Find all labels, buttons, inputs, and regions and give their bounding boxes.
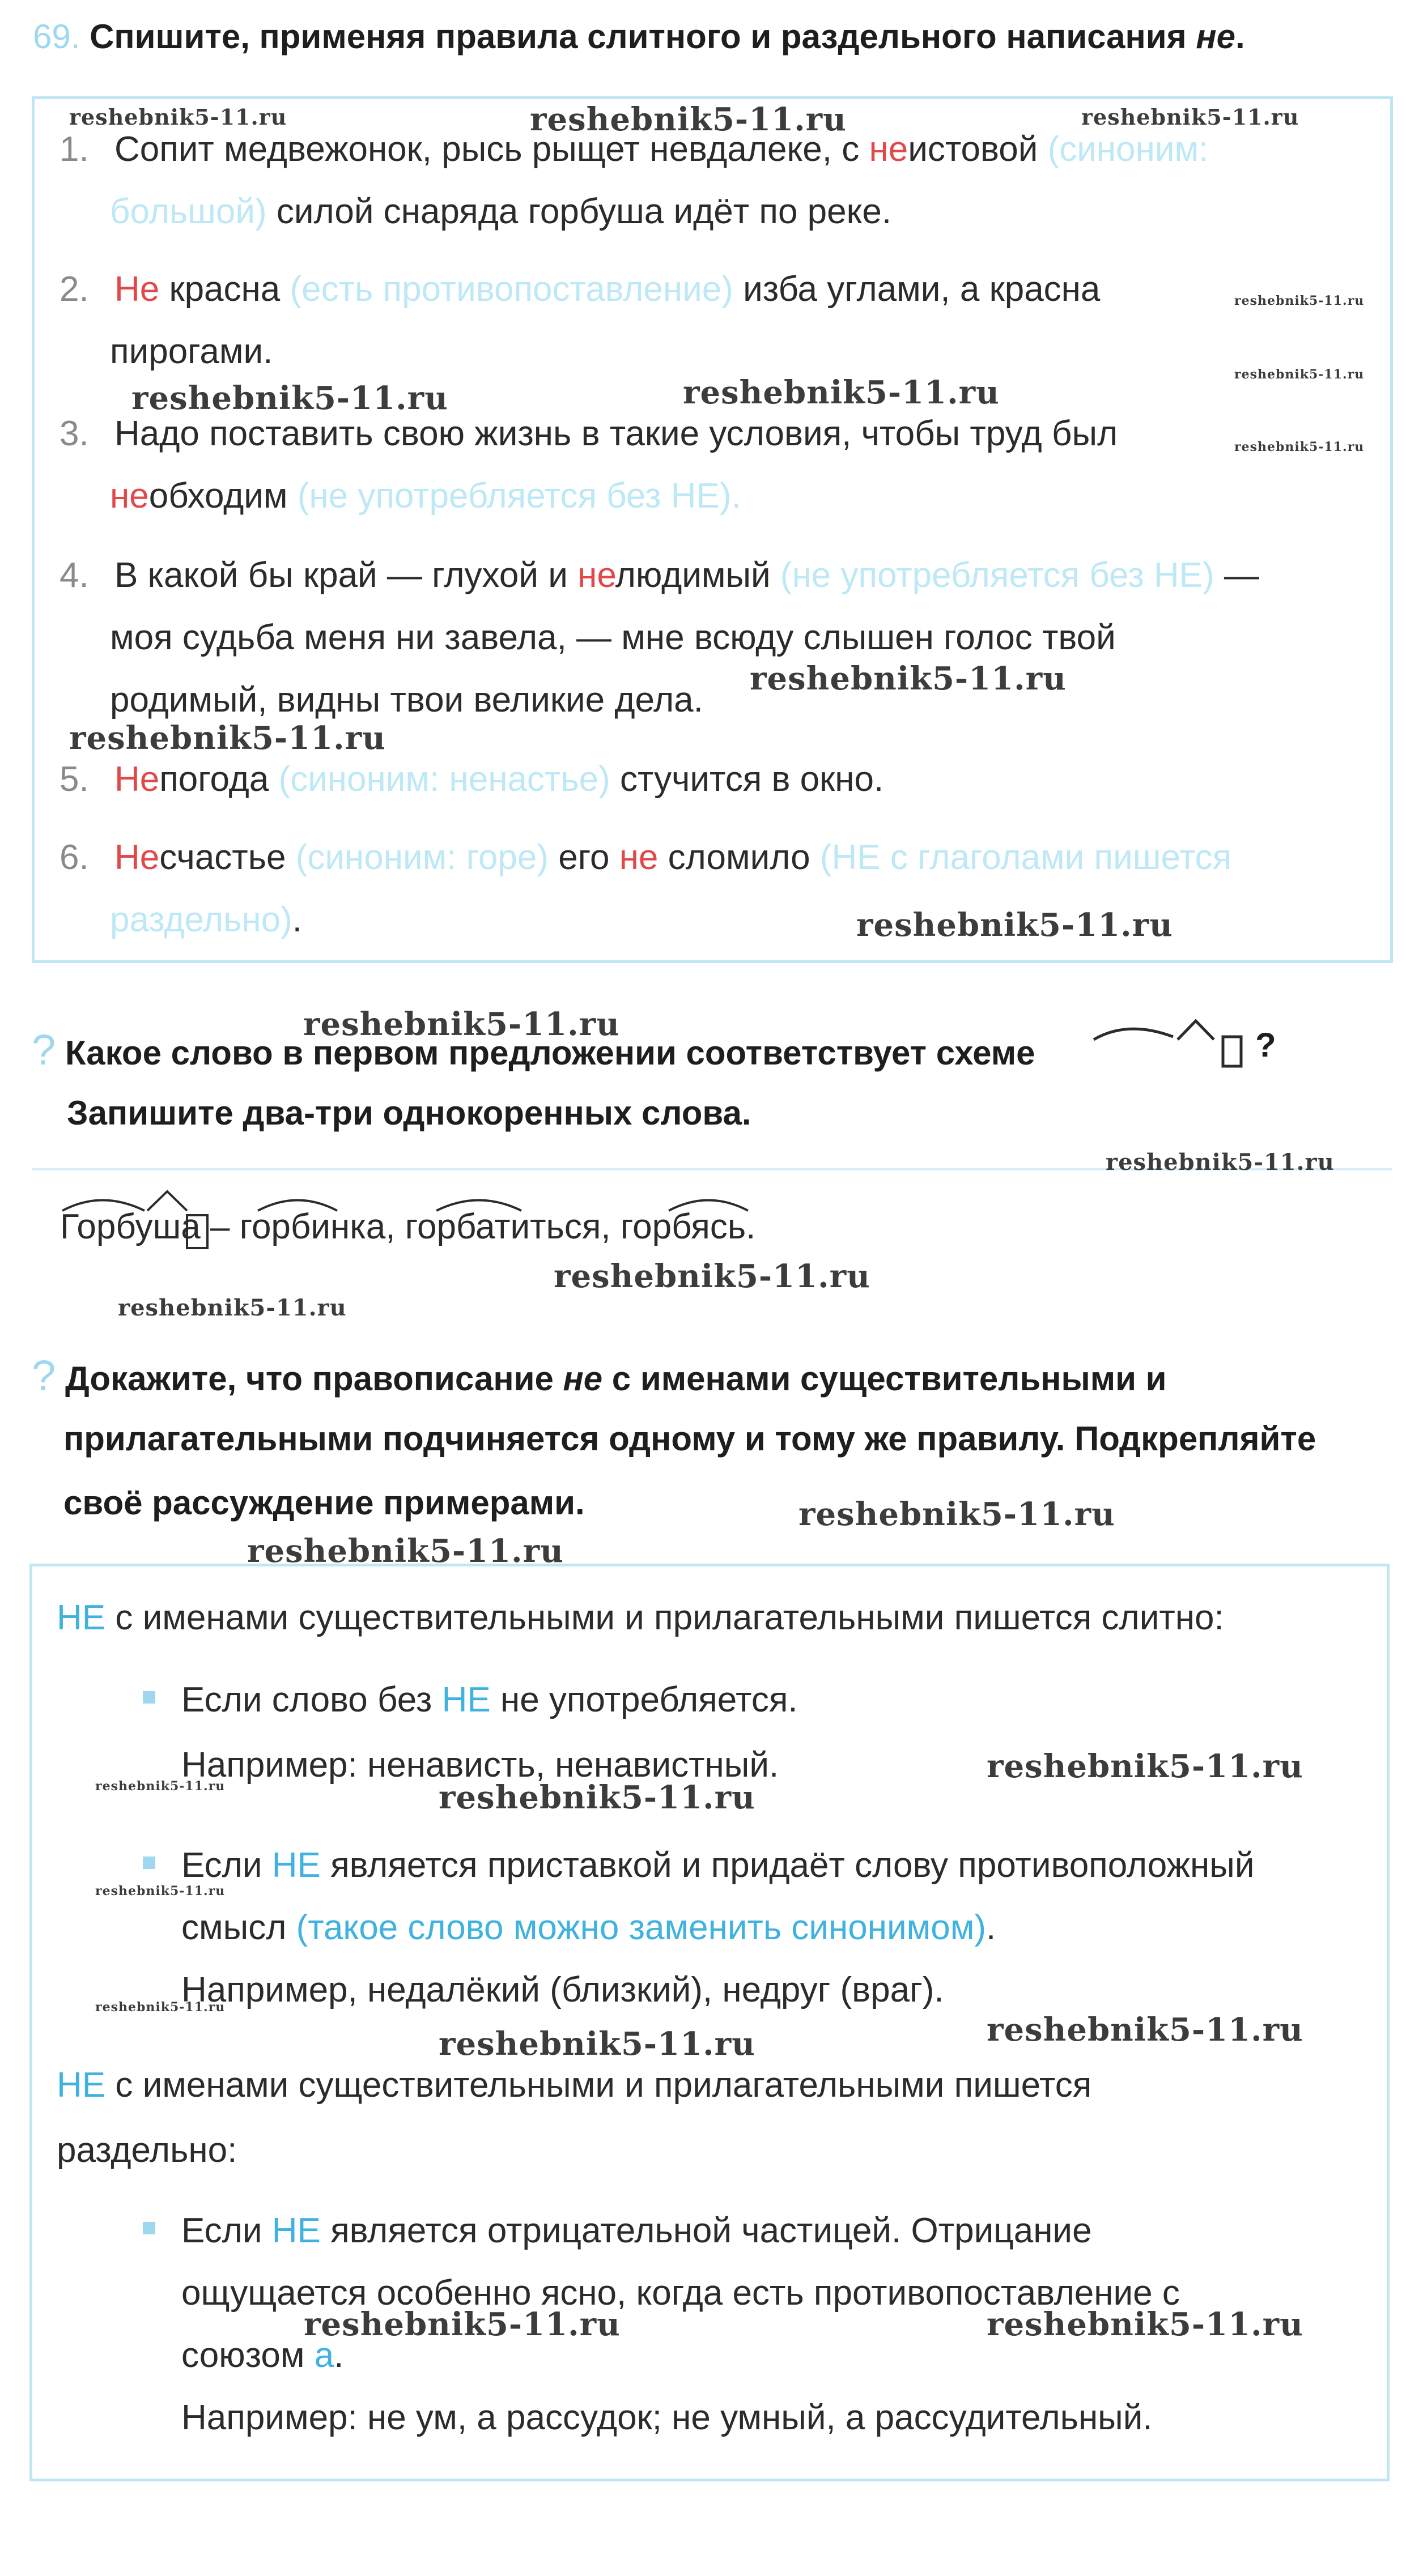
example-text: Например, недалёкий (близкий), недруг (враг).: [181, 1970, 944, 2009]
question-text: Какое слово в первом предложении соответствует схеме: [65, 1034, 1035, 1072]
hint-text: (не употребляется без НЕ): [297, 476, 732, 516]
hint-text: раздельно): [110, 900, 292, 939]
sentence-4-line-1: [60, 555, 1259, 595]
question-2-line-2: [63, 1419, 1316, 1458]
question-text: с именами существительными и: [602, 1360, 1167, 1398]
watermark: reshebnik5-11.ru: [987, 2306, 1303, 2343]
keyword-a: а: [314, 2336, 334, 2375]
highlight-ne: Не: [114, 270, 160, 309]
sentence-2-line-2: [110, 331, 273, 372]
highlight-ne: не: [869, 130, 908, 169]
rule-1-bullet-1: [181, 1680, 798, 1720]
answer-text: с именами существительными и прилагательными пишется слитно:: [105, 1598, 1224, 1637]
keyword-ne: НЕ: [271, 1846, 321, 1885]
sentence-number: 5.: [60, 760, 89, 799]
answer-text: союзом: [181, 2336, 315, 2375]
watermark: reshebnik5-11.ru: [303, 1006, 620, 1043]
hint-text: большой): [110, 192, 267, 231]
sentence-text: обходим: [148, 476, 298, 516]
sentence-text: людимый: [615, 556, 780, 595]
answer-text: .: [334, 2336, 344, 2375]
sentence-4-line-2: [110, 618, 1116, 658]
bullet-icon: [143, 1857, 155, 1869]
watermark: reshebnik5-11.ru: [118, 1295, 347, 1321]
example-text: Например: не ум, а рассудок; не умный, а рассудительный.: [181, 2398, 1153, 2437]
sentence-4-line-3: [110, 680, 703, 720]
bullet-icon: [143, 2222, 155, 2234]
bullet-icon: [143, 1691, 155, 1704]
sentence-text: счастье: [159, 838, 296, 877]
hint-text: (синоним: ненастье): [278, 760, 610, 799]
question-2-line-1: [32, 1351, 1167, 1400]
sentence-text: моя судьба меня ни завела, — мне всюду слышен голос твой: [110, 618, 1116, 657]
keyword-ne: НЕ: [57, 2066, 106, 2105]
morpheme-scheme-icon: [1088, 1014, 1247, 1076]
question-text: своё рассуждение примерами.: [63, 1484, 585, 1522]
sentence-number: 2.: [60, 270, 89, 309]
answer-text: смысл: [181, 1908, 296, 1947]
hint-text: (синоним: горе): [295, 838, 549, 877]
watermark: reshebnik5-11.ru: [95, 2000, 226, 2015]
question-1-line-1-end: [1255, 1025, 1276, 1065]
sentence-3-line-2: [110, 476, 741, 516]
answer-text: не употребляется.: [490, 1680, 798, 1719]
sentence-3-line-1: [60, 414, 1118, 454]
sentence-text: .: [292, 900, 303, 939]
watermark: reshebnik5-11.ru: [683, 374, 1000, 411]
hint-text: (не употребляется без НЕ): [780, 556, 1214, 595]
watermark: reshebnik5-11.ru: [1106, 1149, 1335, 1176]
sentence-text: сломило: [658, 838, 820, 877]
answer-text: с именами существительными и прилагательными пишется: [105, 2066, 1092, 2105]
hint-text: (синоним:: [1047, 130, 1209, 169]
hint-text: (НЕ с глаголами пишется: [819, 838, 1232, 877]
keyword-ne: НЕ: [57, 1598, 106, 1637]
watermark: reshebnik5-11.ru: [750, 660, 1067, 697]
watermark: reshebnik5-11.ru: [798, 1496, 1115, 1533]
question-2-line-3: [63, 1483, 585, 1522]
keyword-ne: НЕ: [441, 1680, 491, 1719]
answer-text: является отрицательной частицей. Отрицание: [320, 2211, 1092, 2250]
answer-text: Горбуша – горбинка, горбатиться, горбясь.: [60, 1207, 756, 1246]
rule-1-heading: [57, 1598, 1224, 1638]
highlight-ne: не: [619, 838, 659, 877]
sentence-6-line-1: [60, 837, 1231, 878]
answer-text: Если: [181, 1846, 272, 1885]
answer-text: .: [986, 1908, 996, 1947]
watermark: reshebnik5-11.ru: [554, 1258, 870, 1295]
question-text-em: не: [563, 1360, 603, 1398]
sentence-text: погода: [159, 760, 279, 799]
hint-text: .: [731, 476, 741, 516]
sentence-text: красна: [159, 270, 290, 309]
sentence-2-line-1: [60, 269, 1100, 309]
answer-text: раздельно:: [57, 2131, 237, 2170]
watermark: reshebnik5-11.ru: [69, 104, 287, 130]
sentence-text: В какой бы край — глухой и: [114, 556, 578, 595]
answer-text: является приставкой и придаёт слову противоположный: [320, 1846, 1255, 1885]
keyword-ne: НЕ: [271, 2211, 321, 2250]
question-text: Запишите два-три однокоренных слова.: [67, 1094, 751, 1132]
sentence-number: 3.: [60, 414, 89, 453]
rule-2-bullet-1: [181, 2211, 1092, 2251]
watermark: reshebnik5-11.ru: [530, 101, 847, 138]
sentence-number: 4.: [60, 556, 89, 595]
watermark: reshebnik5-11.ru: [439, 1779, 755, 1816]
watermark: reshebnik5-11.ru: [304, 2306, 621, 2343]
exercise-number: 69.: [33, 18, 80, 56]
watermark: reshebnik5-11.ru: [131, 380, 448, 417]
example-text: Например: ненависть, ненавистный.: [181, 1745, 779, 1785]
sentence-text: стучится в окно.: [610, 760, 884, 799]
sentence-text: Сопит медвежонок, рысь рыщет невдалеке, с: [114, 130, 869, 169]
watermark: reshebnik5-11.ru: [856, 906, 1173, 944]
sentence-number: 1.: [60, 130, 89, 169]
watermark: reshebnik5-11.ru: [247, 1532, 564, 1570]
sentence-text: Надо поставить свою жизнь в такие условия, чтобы труд был: [114, 414, 1118, 453]
watermark: reshebnik5-11.ru: [1234, 367, 1365, 382]
watermark: reshebnik5-11.ru: [1234, 440, 1365, 454]
rule-2-bullet-1-example: [181, 2398, 1153, 2438]
watermark: reshebnik5-11.ru: [95, 1779, 226, 1794]
exercise-title-em: не: [1196, 18, 1235, 56]
highlight-ne: не: [577, 556, 615, 595]
question-mark-icon: ?: [32, 1352, 56, 1400]
sentence-text: истовой: [908, 130, 1048, 169]
rule-1-bullet-2-example: [181, 1970, 944, 2010]
exercise-title-end: .: [1235, 18, 1245, 56]
rule-2-heading: [57, 2065, 1091, 2105]
sentence-text: его: [549, 838, 619, 877]
sentence-6-line-2: [110, 900, 302, 940]
highlight-ne: Не: [114, 838, 160, 877]
sentence-text: силой снаряда горбуша идёт по реке.: [266, 192, 892, 231]
hint-text: (такое слово можно заменить синонимом): [296, 1908, 986, 1947]
hint-text: (есть противопоставление): [290, 270, 733, 309]
answer-text: Если: [181, 2211, 272, 2250]
morpheme-marks-icon: [57, 1181, 793, 1255]
sentence-text: —: [1214, 556, 1259, 595]
rule-2-heading-line-2: [57, 2130, 237, 2170]
question-text: прилагательными подчиняется одному и тому же правилу. Подкрепляйте: [63, 1420, 1316, 1458]
question-text: Докажите, что правописание: [65, 1360, 563, 1398]
question-1-line-2: [67, 1093, 751, 1132]
sentence-text: родимый, видны твои великие дела.: [110, 680, 703, 719]
sentence-text: изба углами, а красна: [733, 270, 1101, 309]
exercise-title: [33, 17, 1245, 56]
sentence-text: пирогами.: [110, 332, 273, 371]
watermark: reshebnik5-11.ru: [69, 719, 386, 757]
sentence-1-line-2: [110, 191, 891, 232]
question-text: ?: [1255, 1026, 1276, 1064]
sentence-5-line-1: [60, 759, 883, 799]
question-mark-icon: ?: [32, 1026, 56, 1074]
watermark: reshebnik5-11.ru: [1081, 104, 1299, 130]
watermark: reshebnik5-11.ru: [1234, 293, 1365, 308]
exercise-title-text: Спишите, применяя правила слитного и раздельного написания: [90, 18, 1196, 56]
highlight-ne: не: [110, 476, 149, 516]
rule-1-bullet-2: [181, 1845, 1254, 1885]
watermark: reshebnik5-11.ru: [987, 1748, 1303, 1785]
highlight-ne: Не: [114, 760, 160, 799]
watermark: reshebnik5-11.ru: [439, 2025, 755, 2063]
watermark: reshebnik5-11.ru: [987, 2011, 1303, 2049]
rule-1-bullet-2-line-2: [181, 1907, 996, 1948]
answer-text: Если слово без: [181, 1680, 442, 1719]
watermark: reshebnik5-11.ru: [95, 1884, 226, 1898]
sentence-number: 6.: [60, 838, 89, 877]
answer-text: ощущается особенно ясно, когда есть противопоставление с: [181, 2273, 1180, 2313]
